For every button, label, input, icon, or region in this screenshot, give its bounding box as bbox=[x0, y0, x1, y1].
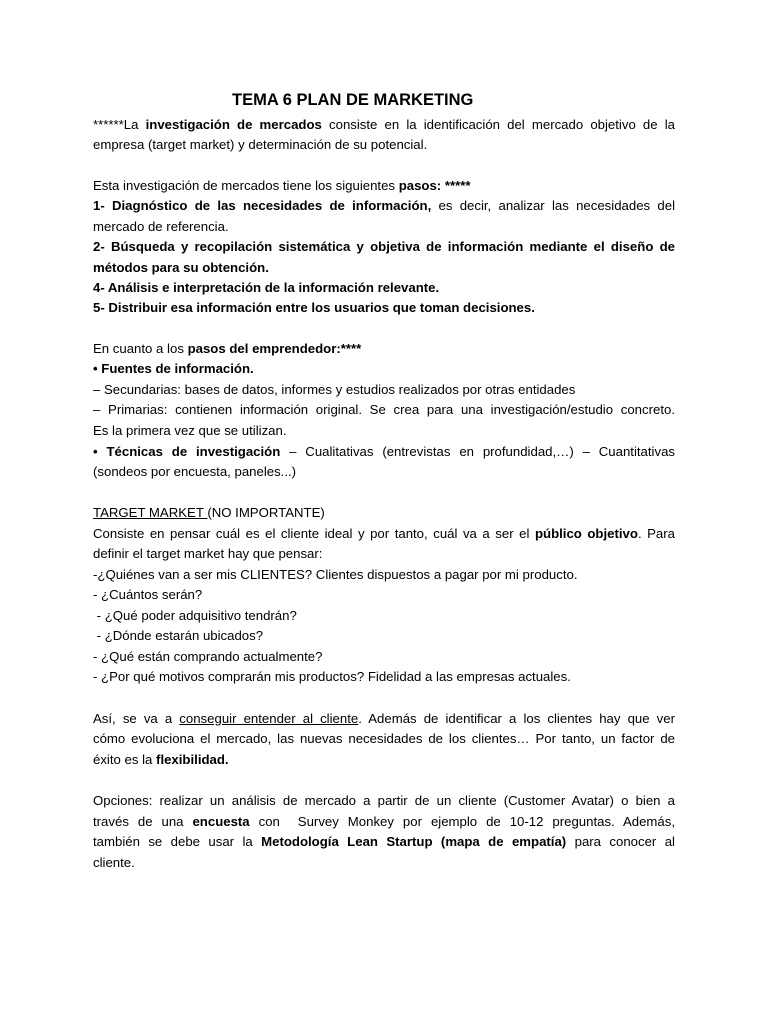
question-1: -¿Quiénes van a ser mis CLIENTES? Clientes dispuestos a pagar por mi producto. bbox=[93, 567, 578, 582]
flexibility-line-3: éxito es la flexibilidad. bbox=[93, 752, 229, 767]
techniques-cont: (sondeos por encuesta, paneles...) bbox=[93, 464, 297, 479]
options-line-1: Opciones: realizar un análisis de mercado a partir de un cliente (Customer Avatar) o bien a bbox=[93, 793, 675, 808]
sources-heading: • Fuentes de información. bbox=[93, 361, 254, 376]
flexibility-line-2: cómo evoluciona el mercado, las nuevas necesidades de los clientes… Por tanto, un factor de bbox=[93, 731, 675, 746]
question-2: - ¿Cuántos serán? bbox=[93, 587, 203, 602]
steps-lead: Esta investigación de mercados tiene los siguientes pasos: ***** bbox=[93, 178, 471, 193]
step-2: 2- Búsqueda y recopilación sistemática y objetiva de información mediante el diseño de bbox=[93, 239, 675, 254]
options-line-4: cliente. bbox=[93, 855, 135, 870]
step-5: 5- Distribuir esa información entre los usuarios que toman decisiones. bbox=[93, 300, 535, 315]
question-6: - ¿Por qué motivos comprarán mis productos? Fidelidad a las empresas actuales. bbox=[93, 669, 571, 684]
step-1-cont: mercado de referencia. bbox=[93, 219, 229, 234]
techniques-line: • Técnicas de investigación – Cualitativas (entrevistas en profundidad,…) – Cuantitativas bbox=[93, 444, 675, 459]
flexibility-line-1: Así, se va a conseguir entender al cliente. Además de identificar a los clientes hay que ver bbox=[93, 711, 675, 726]
intro-line-1: ******La investigación de mercados consiste en la identificación del mercado objetivo de la bbox=[93, 117, 675, 132]
target-paragraph: Consiste en pensar cuál es el cliente ideal y por tanto, cuál va a ser el público objetivo. Para bbox=[93, 526, 675, 541]
question-5: - ¿Qué están comprando actualmente? bbox=[93, 649, 323, 664]
question-4: - ¿Dónde estarán ubicados? bbox=[93, 628, 264, 643]
page-title: TEMA 6 PLAN DE MARKETING bbox=[232, 91, 474, 109]
primary-sources: – Primarias: contienen información original. Se crea para una investigación/estudio concreto. bbox=[93, 402, 675, 417]
step-4: 4- Análisis e interpretación de la información relevante. bbox=[93, 280, 440, 295]
options-line-2: través de una encuesta con Survey Monkey por ejemplo de 10-12 preguntas. Además, bbox=[93, 814, 675, 829]
intro-line-2: empresa (target market) y determinación de su potencial. bbox=[93, 137, 428, 152]
step-1: 1- Diagnóstico de las necesidades de información, es decir, analizar las necesidades del bbox=[93, 198, 675, 213]
target-market-heading: TARGET MARKET (NO IMPORTANTE) bbox=[93, 505, 325, 520]
options-line-3: también se debe usar la Metodología Lean Startup (mapa de empatía) para conocer al bbox=[93, 834, 675, 849]
primary-sources-cont: Es la primera vez que se utilizan. bbox=[93, 423, 287, 438]
entrepreneur-lead: En cuanto a los pasos del emprendedor:**** bbox=[93, 341, 362, 356]
secondary-sources: – Secundarias: bases de datos, informes y estudios realizados por otras entidades bbox=[93, 382, 576, 397]
target-paragraph-cont: definir el target market hay que pensar: bbox=[93, 546, 323, 561]
step-2-cont: métodos para su obtención. bbox=[93, 260, 269, 275]
question-3: - ¿Qué poder adquisitivo tendrán? bbox=[93, 608, 297, 623]
